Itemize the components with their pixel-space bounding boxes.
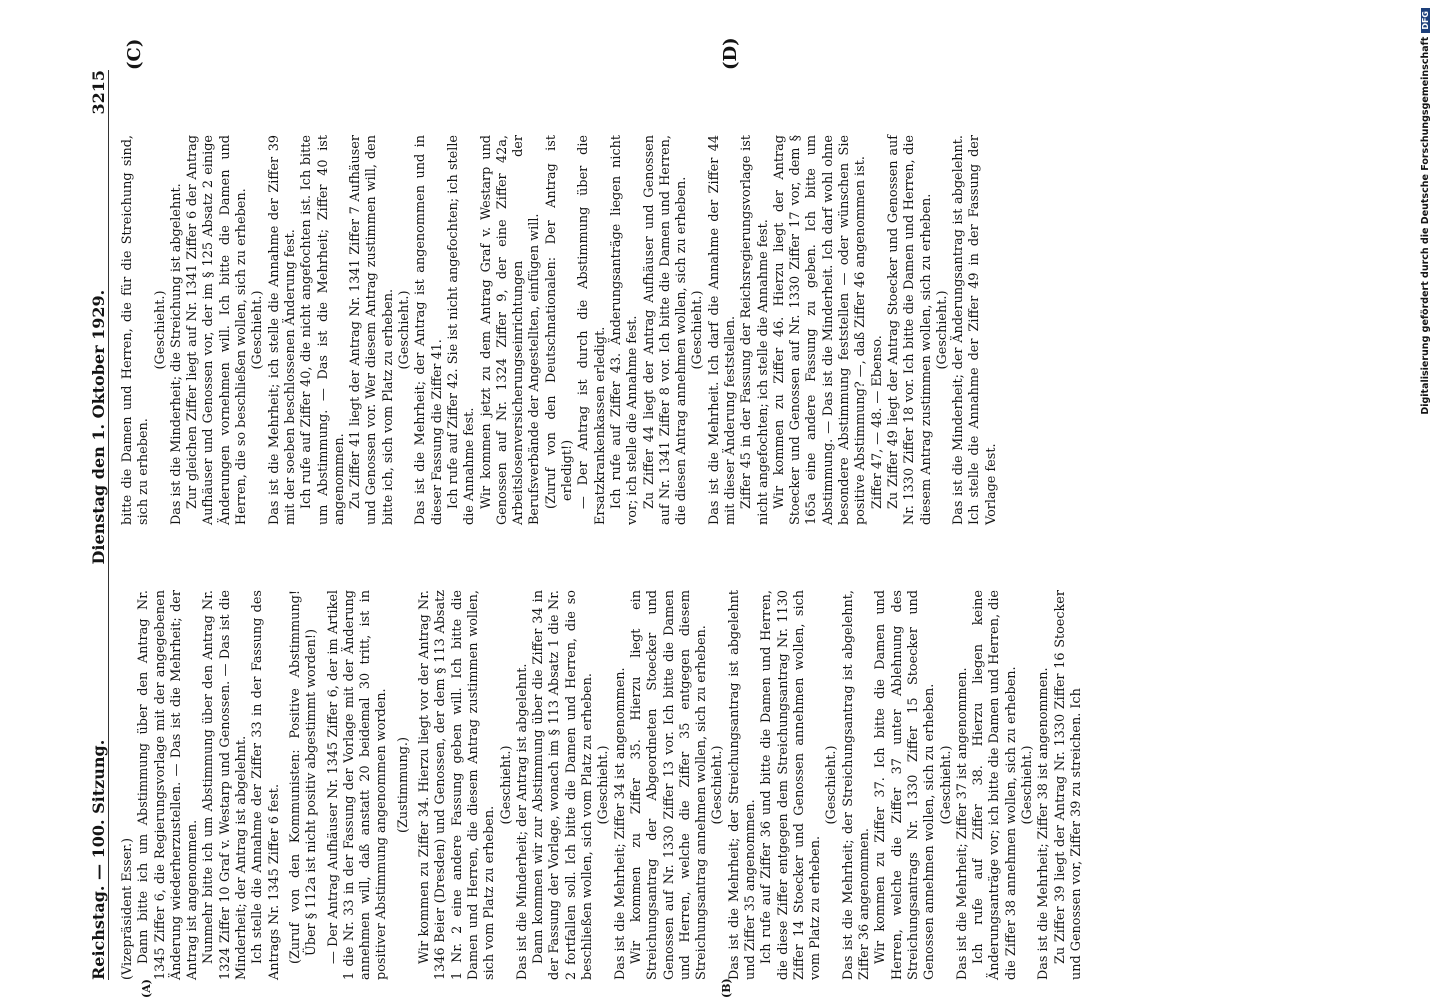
paragraph: Nunmehr bitte ich um Abstimmung über den Antrag Nr. 1324 Ziffer 10 Graf v. Westarp und Genossen. — Das ist die Minderheit; der Antrag ist abgelehnt. <box>201 590 250 980</box>
page-number: 3215 <box>89 70 108 115</box>
margin-letter-b: (B) <box>720 978 733 998</box>
right-column <box>120 135 1000 525</box>
margin-letter-c: (C) <box>124 38 145 70</box>
paragraph: Das ist die Mehrheit; Ziffer 38 ist angenommen. <box>1036 667 1052 980</box>
paragraph: bitte die Damen und Herren, die für die Streichung sind, sich zu erheben. <box>120 135 152 525</box>
paragraph: Ich rufe auf Ziffer 43. Änderungsanträge liegen nicht vor; ich stelle die Annahme fest. <box>608 135 641 525</box>
paragraph: Dann kommen wir zur Abstimmung über die Ziffer 34 in der Fassung der Vorlage, wonach im § 113 Absatz 1 die Nr. 2 fortfallen soll. Ich bitte die Damen und Herren, die so beschließen wollen, sich vom Platz zu erheben. <box>531 590 596 980</box>
paragraph: Wir kommen zu Ziffer 46. Hierzu liegt der Antrag Stoecker und Genossen auf Nr. 1330 Ziffer 17 vor, dem § 165a eine andere Fassung zu geben. Ich bitte um Abstimmung. — Das ist die Minderheit. Ich darf wohl ohne besondere Abstimmung feststellen — oder wünschen Sie positive Abstimmung? —, daß Ziffer 46 angenommen ist. <box>771 135 869 525</box>
margin-letter-a: (A) <box>140 979 153 998</box>
paragraph: Zu Ziffer 44 liegt der Antrag Aufhäuser und Genossen auf Nr. 1341 Ziffer 8 vor. Ich bitte die Damen und Herren, die diesen Antrag annehmen wollen, sich zu erheben. <box>641 135 690 525</box>
interjection: (Zustimmung.) <box>395 737 411 833</box>
margin-letter-d: (D) <box>720 37 741 70</box>
paragraph: Zu Ziffer 49 liegt der Antrag Stoecker und Genossen auf Nr. 1330 Ziffer 18 vor. Ich bitte die Damen und Herren, die diesem Antrag zustimmen wollen, sich zu erheben. <box>885 135 934 525</box>
paragraph: Ich stelle die Annahme der Ziffer 33 in der Fassung des Antrags Nr. 1345 Ziffer 6 fest. <box>250 590 282 980</box>
paragraph: Das ist die Mehrheit; der Antrag ist angenommen und in dieser Fassung die Ziffer 41. <box>413 135 445 525</box>
paragraph: Zur gleichen Ziffer liegt auf Nr. 1341 Ziffer 6 der Antrag Aufhäuser und Genossen vor, der im § 125 Absatz 2 einige Änderungen vornehmen will. Ich bitte die Damen und Herren, die so beschließen wollen, sich zu erheben. <box>185 135 250 525</box>
paragraph: Wir kommen zu Ziffer 37. Ich bitte die Damen und Herren, welche die Ziffer 37 unter Ablehnung des Streichungsantrags Nr. 1330 Ziffer 15 Stoecker und Genossen annehmen wollen, sich zu erheben. <box>873 590 938 980</box>
paragraph: Wir kommen zu Ziffer 35. Hierzu liegt ein Streichungsantrag der Abgeordneten Stoecker und Genossen auf Nr. 1330 Ziffer 13 vor. Ich bitte die Damen und Herren, welche die Ziffer 35 entgegen diesem Streichungsantrag annehmen wollen, sich zu erheben. <box>628 590 710 980</box>
credit-text: Digitalisierung gefördert durch die Deutsche Forschungsgemeinschaft <box>1419 36 1431 415</box>
header-center: Dienstag den 1. Oktober 1929. <box>89 289 108 565</box>
interjection: (Geschieht.) <box>690 290 706 370</box>
paragraph: Das ist die Mehrheit. Ich darf die Annahme der Ziffer 44 mit dieser Änderung feststellen. <box>706 135 738 525</box>
interjection: (Geschieht.) <box>152 290 168 370</box>
paragraph: Zu Ziffer 39 liegt der Antrag Nr. 1330 Ziffer 16 Stoecker und Genossen vor, Ziffer 39 zu streichen. Ich <box>1052 590 1084 980</box>
paragraph: Das ist die Minderheit; die Streichung ist abgelehnt. <box>168 183 184 525</box>
interjection: (Geschieht.) <box>596 745 612 825</box>
paragraph: — Der Antrag ist durch die Abstimmung über die Ersatzkrankenkassen erledigt. <box>576 135 608 525</box>
interjection: (Geschieht.) <box>498 745 514 825</box>
interjection: (Zuruf von den Kommunisten: Positive Abstimmung! Über § 112a ist nicht positiv abgestimmt worden!) <box>287 590 320 964</box>
paragraph: Das ist die Minderheit; der Änderungsantrag ist abgelehnt. Ich stelle die Annahme der Ziffer 49 in der Fassung der Vorlage fest. <box>951 135 999 525</box>
paragraph: Das ist die Mehrheit; der Streichungsantrag ist abgelehnt und Ziffer 35 angenommen. <box>726 590 758 980</box>
digitization-credit <box>1416 0 1434 1000</box>
interjection: (Geschieht.) <box>250 290 266 370</box>
left-column <box>120 590 1085 980</box>
paragraph: Das ist die Mehrheit; Ziffer 34 ist angenommen. <box>612 667 628 980</box>
paragraph: (Vizepräsident Esser.) <box>120 837 135 980</box>
paragraph: Das ist die Mehrheit; Ziffer 37 ist angenommen. <box>954 667 970 980</box>
document-page <box>80 37 1330 998</box>
paragraph: Ich rufe auf Ziffer 36 und bitte die Damen und Herren, die diese Ziffer entgegen dem Streichungsantrag Nr. 1130 Ziffer 14 Stoecker und Genossen annehmen wollen, sich vom Platz zu erheben. <box>759 590 824 980</box>
interjection: (Geschieht.) <box>1020 745 1036 825</box>
page-header <box>80 70 109 980</box>
paragraph: Zu Ziffer 41 liegt der Antrag Nr. 1341 Ziffer 7 Aufhäuser und Genossen vor. Wer diesem Antrag zustimmen will, den bitte ich, sich vom Platz zu erheben. <box>348 135 396 525</box>
paragraph: Ziffer 47, — 48. — Ebenso. <box>869 335 885 509</box>
paragraph: Das ist die Mehrheit; ich stelle die Annahme der Ziffer 39 mit der soeben beschlossenen Änderung fest. <box>266 135 298 525</box>
paragraph: Ich rufe auf Ziffer 40, die nicht angefochten ist. Ich bitte um Abstimmung. — Das ist die Mehrheit; Ziffer 40 ist angenommen. <box>299 135 347 525</box>
header-left: Reichstag. — 100. Sitzung. <box>89 739 108 980</box>
paragraph: — Der Antrag Aufhäuser Nr. 1345 Ziffer 6, der im Artikel 1 die Nr. 33 in der Fassung der Vorlage mit der Änderung annehmen will, daß anstatt 20 beidemal 30 tritt, ist in positiver Abstimmung angenommen worden. <box>325 590 390 980</box>
paragraph: Ich rufe auf Ziffer 38. Hierzu liegen keine Änderungsanträge vor; ich bitte die Damen und Herren, die die Ziffer 38 annehmen wollen, sich zu erheben. <box>971 590 1019 980</box>
interjection: (Geschieht.) <box>397 290 413 370</box>
paragraph: Das ist die Mehrheit; der Streichungsantrag ist abgelehnt, Ziffer 36 angenommen. <box>840 590 873 980</box>
paragraph: Wir kommen zu Ziffer 34. Hierzu liegt vor der Antrag Nr. 1346 Beier (Dresden) und Genossen, der dem § 113 Absatz 1 Nr. 2 eine andere Fassung geben will. Ich bitte die Damen und Herren, die diesem Antrag zustimmen wollen, sich vom Platz zu erheben. <box>417 590 498 980</box>
interjection: (Geschieht.) <box>938 745 954 825</box>
interjection: (Geschieht.) <box>934 290 950 370</box>
paragraph: Wir kommen jetzt zu dem Antrag Graf v. Westarp und Genossen auf Nr. 1324 Ziffer 9, der eine Ziffer 42a, Arbeitslosenversicherungseinrichtungen der Berufsverbände der Angestellten, einfügen will. <box>478 135 543 525</box>
interjection: (Geschieht.) <box>824 745 840 825</box>
dfg-logo: DFG <box>1421 8 1430 33</box>
interjection: (Geschieht.) <box>710 745 726 825</box>
interjection: (Zuruf von den Deutschnationalen: Der Antrag ist erledigt!) <box>543 135 576 509</box>
paragraph: Dann bitte ich um Abstimmung über den Antrag Nr. 1345 Ziffer 6, die Regierungsvorlage mit der angegebenen Änderung wiederherzustellen. — Das ist die Mehrheit; der Antrag ist angenommen. <box>136 590 201 980</box>
paragraph: Das ist die Minderheit; der Antrag ist abgelehnt. <box>514 663 530 980</box>
paragraph: Ich rufe auf Ziffer 42. Sie ist nicht angefochten; ich stelle die Annahme fest. <box>445 135 478 525</box>
paragraph: Ziffer 45 in der Fassung der Reichsregierungsvorlage ist nicht angefochten; ich stelle die Annahme fest. <box>739 135 771 525</box>
